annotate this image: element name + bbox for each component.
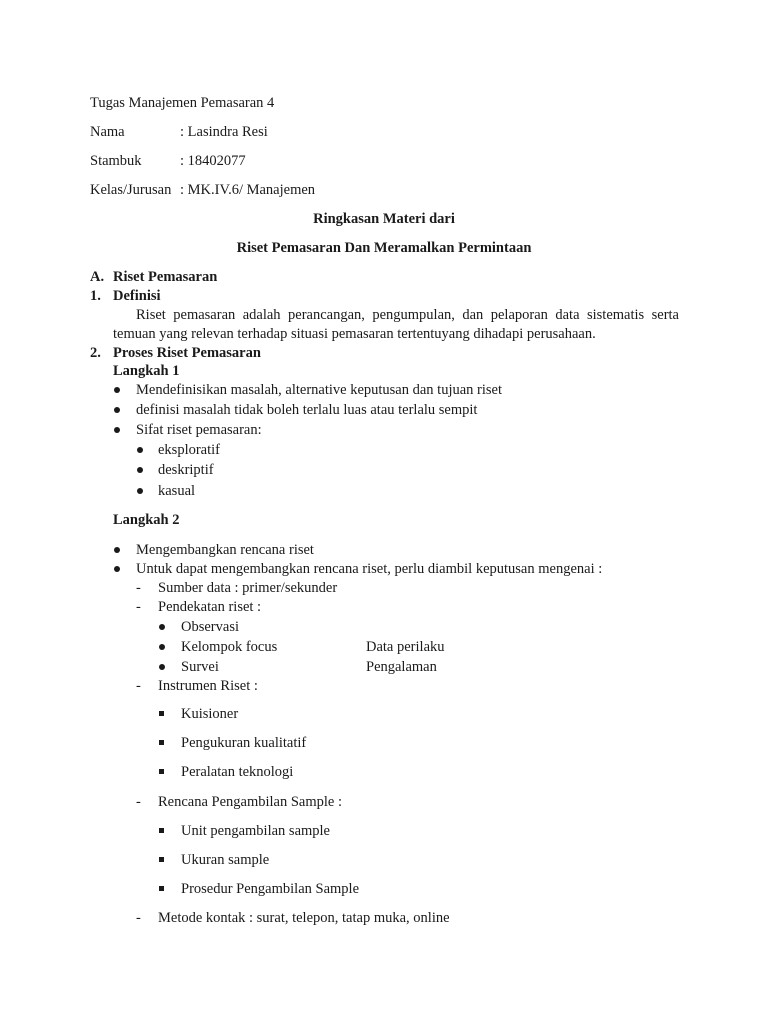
stambuk-label: Stambuk	[90, 153, 142, 169]
bullet-icon	[114, 566, 120, 572]
square-bullet-icon	[159, 886, 164, 891]
stambuk-value: : 18402077	[180, 153, 246, 169]
research-type-1: eksploratif	[158, 442, 221, 458]
langkah-2-bullet-1: Mengembangkan rencana riset	[136, 542, 314, 558]
definition-paragraph-line2: temuan yang relevan terhadap situasi pemasaran tertentuyang dihadapi perusahaan.	[113, 326, 596, 342]
approach-item-3: Survei	[181, 659, 219, 675]
summary-heading: Ringkasan Materi dari	[313, 211, 455, 227]
sampling-item-3: Prosedur Pengambilan Sample	[181, 881, 360, 897]
approach-label: Pendekatan riset :	[158, 599, 262, 615]
langkah-1-title: Langkah 1	[113, 363, 180, 379]
square-bullet-icon	[159, 828, 164, 833]
class-label: Kelas/Jurusan	[90, 182, 172, 198]
section-a-marker: A.	[90, 269, 105, 285]
bullet-icon	[114, 427, 120, 433]
section-a-title: Riset Pemasaran	[113, 269, 218, 285]
approach-item-1: Observasi	[181, 619, 239, 635]
approach-note-2: Pengalaman	[366, 659, 437, 675]
square-bullet-icon	[159, 711, 164, 716]
sampling-item-2: Ukuran sample	[181, 852, 270, 868]
item-1-title: Definisi	[113, 288, 161, 304]
dash-marker: -	[136, 580, 141, 596]
research-type-2: deskriptif	[158, 462, 214, 478]
dash-marker: -	[136, 794, 141, 810]
instrument-item-2: Pengukuran kualitatif	[181, 735, 307, 751]
square-bullet-icon	[159, 740, 164, 745]
approach-note-1: Data perilaku	[366, 639, 445, 655]
name-value: : Lasindra Resi	[180, 124, 268, 140]
item-2-title: Proses Riset Pemasaran	[113, 345, 261, 361]
bullet-icon	[159, 624, 165, 630]
bullet-icon	[159, 644, 165, 650]
langkah-2-title: Langkah 2	[113, 512, 180, 528]
dash-marker: -	[136, 678, 141, 694]
langkah-2-bullet-2: Untuk dapat mengembangkan rencana riset, perlu diambil keputusan mengenai :	[136, 561, 603, 577]
data-source-item: Sumber data : primer/sekunder	[158, 580, 338, 596]
dash-marker: -	[136, 910, 141, 926]
approach-item-2: Kelompok focus	[181, 639, 278, 655]
instrument-label: Instrumen Riset :	[158, 678, 258, 694]
class-value: : MK.IV.6/ Manajemen	[180, 182, 316, 198]
definition-paragraph-line1: Riset pemasaran adalah perancangan, pengumpulan, dan pelaporan data sistematis serta	[136, 307, 679, 323]
bullet-icon	[137, 447, 143, 453]
square-bullet-icon	[159, 857, 164, 862]
instrument-item-3: Peralatan teknologi	[181, 764, 294, 780]
square-bullet-icon	[159, 769, 164, 774]
langkah-1-bullet-2: definisi masalah tidak boleh terlalu luas atau terlalu sempit	[136, 402, 478, 418]
instrument-item-1: Kuisioner	[181, 706, 239, 722]
bullet-icon	[137, 467, 143, 473]
topic-heading: Riset Pemasaran Dan Meramalkan Permintaan	[236, 240, 532, 256]
name-label: Nama	[90, 124, 125, 140]
research-type-3: kasual	[158, 483, 196, 499]
item-2-marker: 2.	[90, 345, 101, 361]
assignment-title: Tugas Manajemen Pemasaran 4	[90, 95, 275, 111]
contact-method-item: Metode kontak : surat, telepon, tatap muka, online	[158, 910, 450, 926]
langkah-1-bullet-3: Sifat riset pemasaran:	[136, 422, 262, 438]
sampling-plan-label: Rencana Pengambilan Sample :	[158, 794, 343, 810]
bullet-icon	[114, 387, 120, 393]
sampling-item-1: Unit pengambilan sample	[181, 823, 330, 839]
item-1-marker: 1.	[90, 288, 101, 304]
bullet-icon	[159, 664, 165, 670]
langkah-1-bullet-1: Mendefinisikan masalah, alternative keputusan dan tujuan riset	[136, 382, 503, 398]
dash-marker: -	[136, 599, 141, 615]
bullet-icon	[114, 547, 120, 553]
bullet-icon	[137, 488, 143, 494]
bullet-icon	[114, 407, 120, 413]
